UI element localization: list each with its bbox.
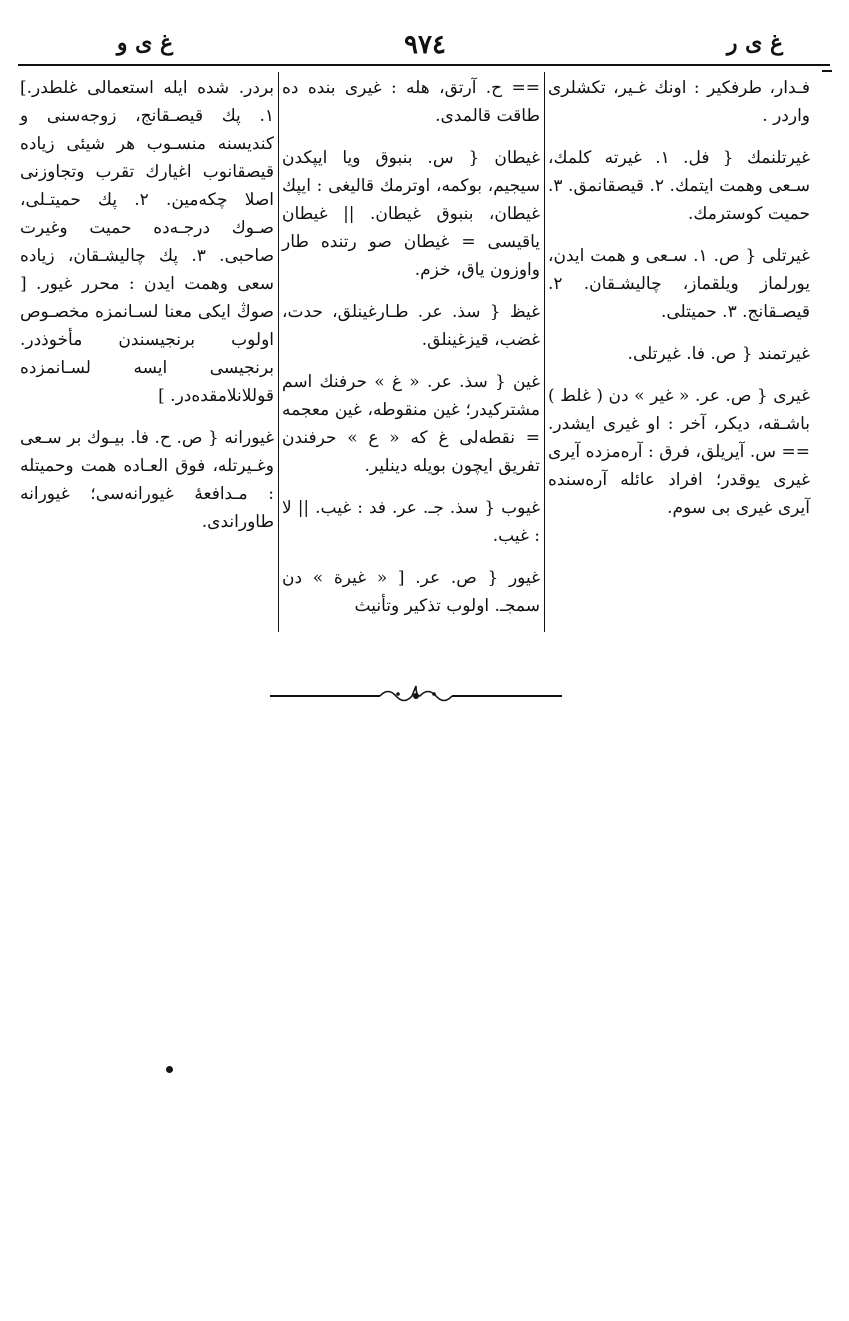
column-left xyxy=(20,74,274,550)
header-letters-left: غ ى و xyxy=(116,30,174,56)
entry-gayz: غيظ { سذ. عر. طـارغينلق، حدت، غضب، قيزغينلق. xyxy=(282,302,540,350)
page-number: ٩٧٤ xyxy=(404,30,446,60)
entry-gayur: غيور { ص. عر. [ « غيرة » دن سمجـ. اولوب تذكير وتأنيث xyxy=(282,568,540,616)
entry-gayretli: غيرتلى { ص. ١. سـعى و همت ايدن، يورلماز ويلقماز، چاليشـقان. ٢. قيصـقانج. ٣. حميتلى. xyxy=(548,246,810,322)
entry-gayur-continued: بردر. شده ايله استعمالى غلطدر.] ١. پك قيصـقانج، زوجه‌سنى و كنديسنه منسـوب هر شيئى زياده قيصقانوب اغيارك تقرب وتجاوزنى اصلا چكه‌مين. ٢. پك حميتـلى، صـوك درجـه‌ده حميت وغيرت صاحبى. ٣. پك چاليشـقان، زياده سعى وهمت ايدن : محرر غيور. [ صوڭ ايكى معنا لسـانمزه مخصـوص اولوب برنجيسندن مأخوذدر. برنجيسى ايسه لسـانمزده قوللانلامقده‌در. ] xyxy=(20,78,274,406)
entry-gayurane: غيورانه { ص. ح. فا. بيـوك بر سـعى وغـيرتله، فوق العـاده همت وحميتله : مـدافعهٔ غيورانه‌سى؛ غيورانه طاوراندى. xyxy=(20,428,274,532)
column-right xyxy=(548,74,810,536)
entry-gayn: غين { سذ. عر. « غ » حرفنك اسم مشتركيدر؛ غين منقوطه، غين معجمه = نقطه‌لى غ كه « ع » حرفندن تفريق ايچون بويله دينلير. xyxy=(282,372,540,476)
ornament-divider xyxy=(270,684,562,708)
column-divider-right xyxy=(544,72,545,632)
column-middle xyxy=(282,74,540,634)
entry-gayretmend: غيرتمند { ص. فا. غيرتلى. xyxy=(627,344,810,364)
entry-gayri-adverb: == ح. آرتق، هله : غيرى بنده ده طاقت قالمدى. xyxy=(282,78,540,126)
column-divider-left xyxy=(278,72,279,632)
header-letters-right: غ ى ر xyxy=(726,30,784,56)
ink-dot xyxy=(166,1066,173,1073)
entry-continuation: فـدار، طرفكير : اونك غـير، تكشلرى واردر . xyxy=(548,78,810,126)
entry-gayri: غيرى { ص. عر. « غير » دن ( غلط ) باشـقه، ديكر، آخر : او غيرى ايشدر. == س. آيريلق، فرق : آره‌مزده آيرى غيرى يوقدر؛ افراد عائله آره‌سنده آيرى غيرى بى سوم. xyxy=(548,386,810,518)
entry-guyub: غيوب { سذ. جـ. عر. فد : غيب. || لا : غيب. xyxy=(282,498,540,546)
entry-gayretlenmek: غيرتلنمك { فل. ١. غيرته كلمك، سـعى وهمت ايتمك. ٢. قيصقانمق. ٣. حميت كوسترمك. xyxy=(548,148,810,224)
entry-gaytan: غيطان { س. بنبوق ويا ايپكدن سيجيم، بوكمه، اوترمك قاليغى : ايپك غيطان، بنبوق غيطان. || غيطان ياقيسى = غيطان صو رتنده طار واوزون ياق، خزم. xyxy=(282,148,540,280)
header-rule xyxy=(18,64,830,66)
margin-tick xyxy=(822,70,832,72)
